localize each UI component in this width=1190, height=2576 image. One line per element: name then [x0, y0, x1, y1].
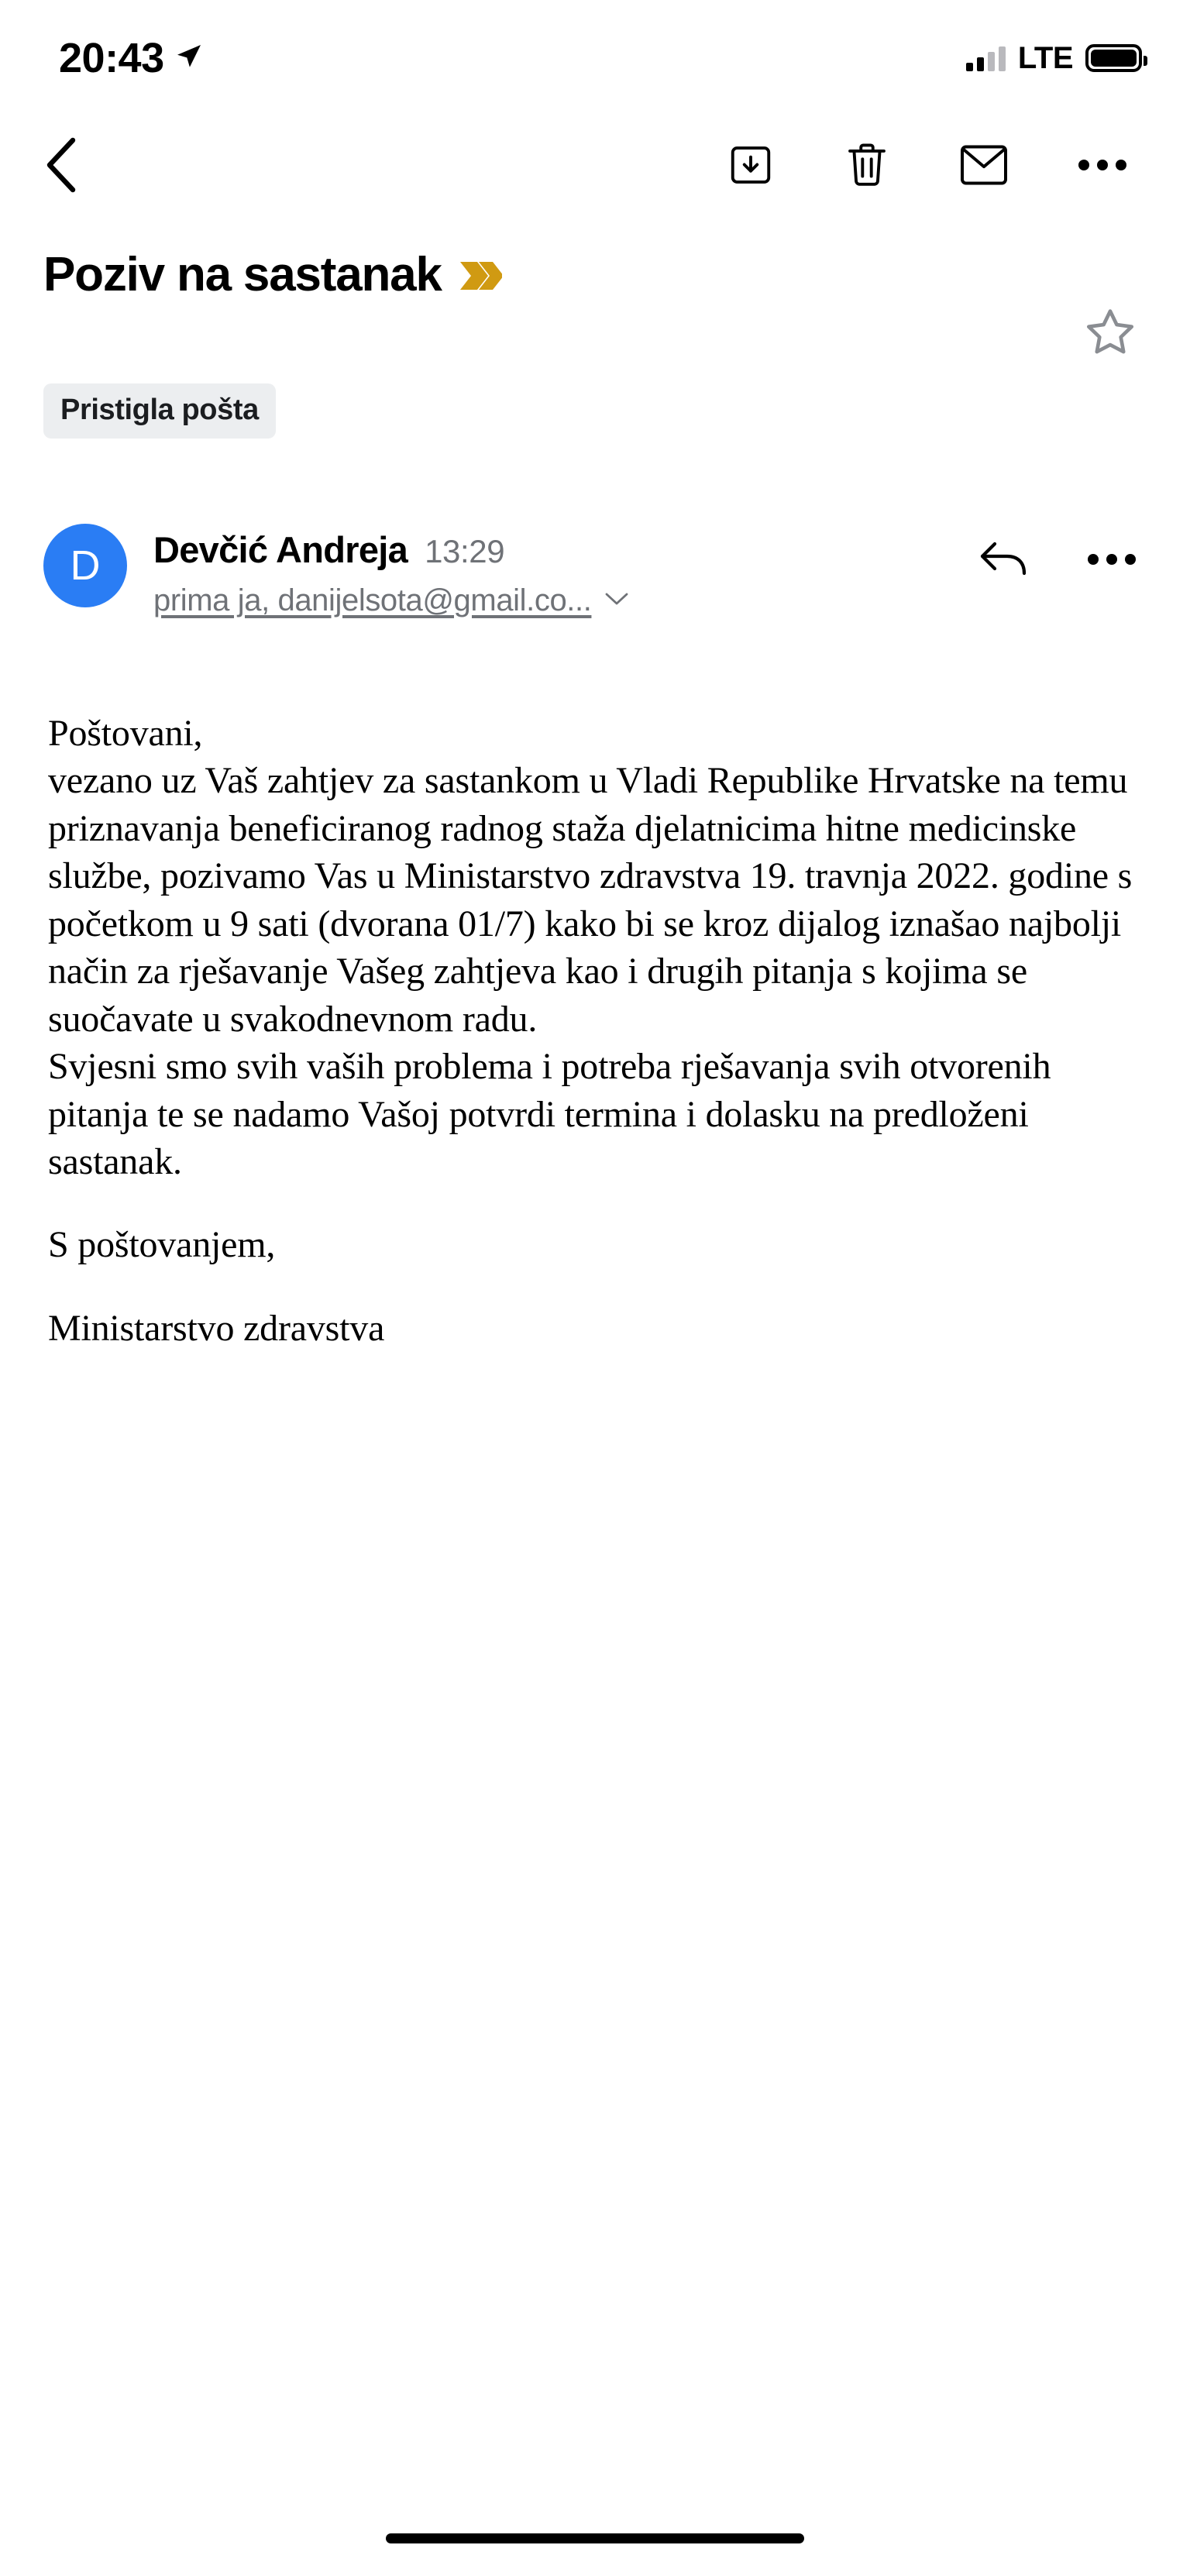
sender-details	[127, 524, 979, 618]
message-toolbar	[0, 116, 1190, 217]
status-bar-time: 20:43	[59, 35, 164, 81]
message-body	[0, 618, 1190, 1352]
subject-block	[0, 217, 1190, 439]
envelope-icon[interactable]	[959, 142, 1009, 192]
recipients-row[interactable]	[153, 583, 979, 618]
sender-name-row	[153, 528, 979, 571]
body-paragraph-greeting: Poštovani,	[48, 713, 203, 754]
message-actions	[979, 524, 1147, 585]
battery-level-fill	[1091, 50, 1137, 67]
body-paragraph-1: vezano uz Vaš zahtjev za sastankom u Vladi Republike Hrvatske na temu priznavanja beneficiranog radnog staža djelatnicima hitne medicinske službe, pozivamo Vas u Ministarstvo zdravstva 19. travnja 2022. godine s početkom u 9 sati (dvorana 01/7) kako bi se kroz dijalog iznašao najbolji način za rješavanje Vašeg zahtjeva kao i drugih pitanja s kojima se suočavate u svakodnevnom radu.	[48, 760, 1133, 1040]
status-bar	[0, 0, 1190, 116]
ellipsis-icon[interactable]	[1078, 158, 1126, 176]
star-outline-icon	[1083, 305, 1137, 363]
body-spacer-2	[48, 1269, 1147, 1305]
chevron-left-icon	[43, 137, 77, 197]
status-bar-left	[59, 37, 203, 79]
cellular-signal-icon	[966, 45, 1006, 71]
subject-row	[43, 249, 1147, 363]
toolbar-actions	[727, 141, 1147, 193]
body-spacer-1	[48, 1185, 1147, 1221]
location-arrow-icon	[175, 43, 203, 71]
reply-arrow-icon[interactable]	[979, 538, 1030, 585]
body-signature: Ministarstvo zdravstva	[48, 1307, 385, 1349]
folder-label-chip[interactable]: Pristigla pošta	[43, 383, 276, 439]
message-timestamp: 13:29	[425, 533, 505, 569]
page-title: Poziv na sastanak	[43, 248, 442, 301]
sender-block	[0, 439, 1190, 618]
home-indicator[interactable]	[386, 2533, 804, 2543]
body-paragraph-2: Svjesni smo svih vaših problema i potreba rješavanja svih otvorenih pitanja te se nadamo Vašoj potvrdi termina i dolasku na predloženi sastanak.	[48, 1046, 1051, 1182]
double-chevron-right-icon	[459, 257, 502, 298]
avatar[interactable]: D	[43, 524, 127, 607]
battery-full-icon	[1085, 44, 1142, 72]
trash-icon[interactable]	[844, 141, 889, 193]
status-bar-right	[966, 41, 1142, 76]
network-type-label: LTE	[1017, 40, 1073, 75]
subject-left	[43, 249, 502, 301]
body-signoff: S poštovanjem,	[48, 1224, 276, 1266]
back-button[interactable]	[43, 137, 105, 197]
star-button[interactable]	[1083, 305, 1137, 363]
chevron-down-icon[interactable]	[605, 591, 628, 610]
recipients-text: prima ja, danijelsota@gmail.co...	[153, 583, 592, 617]
sender-name[interactable]: Devčić Andreja	[153, 529, 408, 570]
archive-box-icon[interactable]	[727, 141, 775, 193]
ellipsis-icon[interactable]	[1088, 552, 1136, 570]
